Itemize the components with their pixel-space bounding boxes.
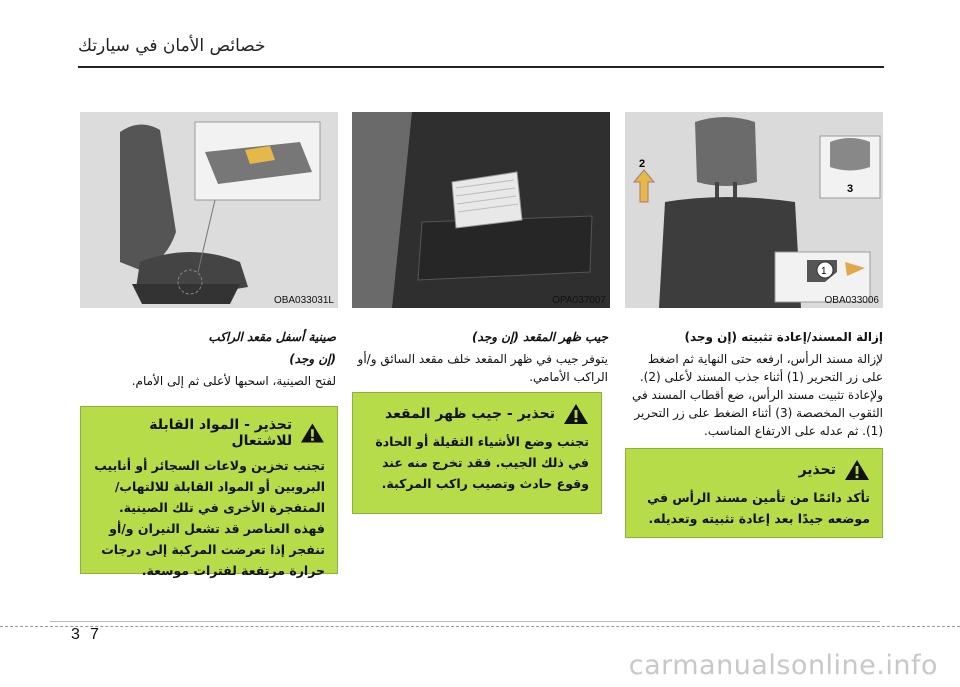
page-number-chapter: 3 xyxy=(71,626,80,643)
figure-seatback-pocket xyxy=(352,112,610,308)
section-headrest xyxy=(625,328,883,440)
warning-body: تجنب وضع الأشياء الثقيلة أو الحادة في ذلك الجيب. فقد تخرج منه عند وقوع حادث وتصيب راكب المركبة. xyxy=(375,434,589,491)
figure-code: OBA033006 xyxy=(824,295,879,306)
callout-2: 2 xyxy=(639,158,646,170)
warning-box-pocket xyxy=(352,392,602,514)
header-rule xyxy=(78,66,884,68)
section-subtitle: (إن وجد) xyxy=(289,352,336,366)
figure-seat-drawer xyxy=(80,112,338,308)
watermark: carmanualsonline.info xyxy=(628,650,938,681)
warning-box-headrest xyxy=(625,448,883,538)
figure-code: OPA037007 xyxy=(552,295,606,306)
warning-triangle-icon xyxy=(300,422,325,444)
callout-3: 3 xyxy=(847,183,854,195)
seatback-pocket-illustration xyxy=(352,112,610,308)
warning-title: تحذير xyxy=(798,462,836,478)
warning-body: تجنب تخزين ولاعات السجائر أو أنابيب البروبين أو المواد القابلة للالتهاب/المتفجرة الأخرى في تلك الصينية. فهذه العناصر قد تشعل النيران و/أو تنفجر إذا تعرضت المركبة إلى درجات حرارة مرتفعة لفترات موسعة. xyxy=(94,458,325,578)
section-body: يتوفر جيب في ظهر المقعد خلف مقعد السائق و/أو الراكب الأمامي. xyxy=(357,352,608,384)
figure-headrest xyxy=(625,112,883,308)
section-seat-drawer xyxy=(80,328,336,390)
warning-body: تأكد دائمًا من تأمين مسند الرأس في موضعه جيدًا بعد إعادة تثبيته وتعديله. xyxy=(647,490,870,526)
warning-title: تحذير - جيب ظهر المقعد xyxy=(385,406,555,422)
page-header-title: خصائص الأمان في سيارتك xyxy=(78,36,266,56)
section-body: لإزالة مسند الرأس، ارفعه حتى النهاية ثم اضغط على زر التحرير (1) أثناء جذب المسند لأعلى (2). ولإعادة تثبيت مسند الرأس، ضع أقطاب المسند في الثقوب المخصصة (3) أثناء الضغط على زر التحرير (1). ثم عدله على الارتفاع المناسب. xyxy=(631,352,883,438)
warning-triangle-icon xyxy=(563,403,589,425)
footer-rule xyxy=(50,621,880,622)
section-seatback-pocket xyxy=(352,328,608,386)
seat-drawer-illustration xyxy=(80,112,338,308)
section-title: صينية أسفل مقعد الراكب xyxy=(208,330,336,344)
section-title: إزالة المسند/إعادة تثبيته (إن وجد) xyxy=(684,330,883,344)
page-number-page: 7 xyxy=(90,626,99,643)
warning-box-flammable xyxy=(80,406,338,578)
callout-1: 1 xyxy=(821,266,827,277)
figure-code: OBA033031L xyxy=(273,295,334,306)
headrest-illustration xyxy=(625,112,883,308)
section-body: لفتح الصينية، اسحبها لأعلى ثم إلى الأمام. xyxy=(131,374,336,388)
footer-dashed-line xyxy=(0,626,960,627)
warning-triangle-icon xyxy=(844,459,870,481)
section-title: جيب ظهر المقعد (إن وجد) xyxy=(472,330,608,344)
warning-title: تحذير - المواد القابلة للاشتعال xyxy=(149,417,293,449)
